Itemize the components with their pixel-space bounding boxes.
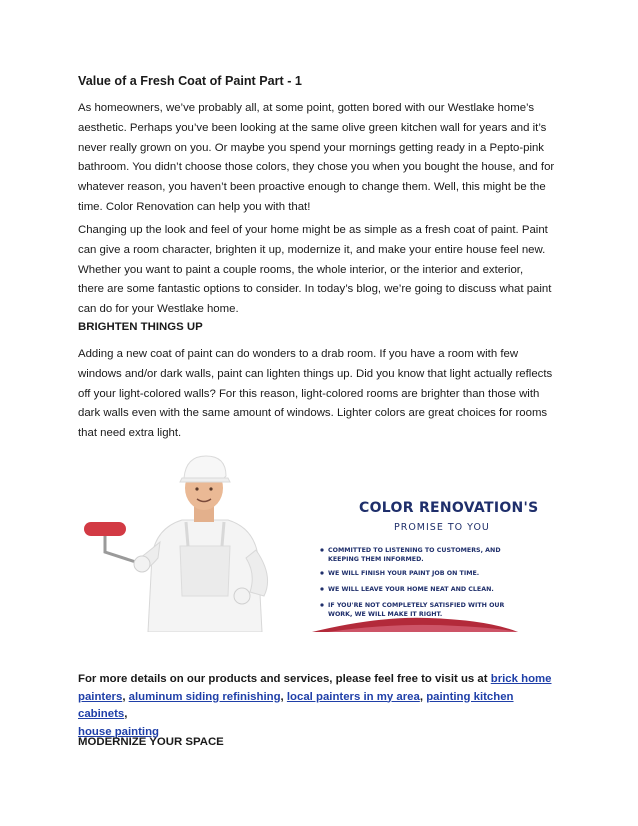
text-line: that need extra light. [78,427,182,440]
promo-item: KEEPING THEM INFORMED. [328,556,424,563]
text-line: never really grown on you. Or maybe you spend your mornings getting ready in a Pepto-pink [78,141,545,154]
promo-banner-image [78,446,566,632]
link-painting-kitchen-cabinets[interactable]: painting kitchen cabinets [78,690,514,720]
text-line: whatever reason, you haven’t been proactive enough to change them. Well, this might be the [78,181,546,194]
heading-brighten: BRIGHTEN THINGS UP [78,321,203,333]
paint-roller-icon [84,522,126,536]
brighten-paragraph [78,345,566,444]
intro-paragraph [78,99,566,218]
promo-subtitle: PROMISE TO YOU [394,522,490,533]
link-brick-home-painters[interactable]: brick home painters [78,673,552,703]
promo-item: COMMITTED TO LISTENING TO CUSTOMERS, AND [328,547,501,554]
bullet-icon [320,548,323,551]
promo-item: IF YOU'RE NOT COMPLETELY SATISFIED WITH OUR [328,602,505,609]
promo-banner-svg [78,446,566,632]
text-line: As homeowners, we’ve probably all, at some point, gotten bored with our Westlake home’s [78,102,535,114]
text-line: time. Color Renovation can help you with that! [78,200,311,213]
heading-modernize: MODERNIZE YOUR SPACE [78,736,224,748]
bullet-icon [320,587,323,590]
second-paragraph [78,221,566,320]
text-line: Changing up the look and feel of your home might be as simple as a fresh coat of paint. Paint [78,224,548,236]
text-line: Whether you want to paint a couple rooms, the whole interior, or the interior and exterior, [78,263,524,276]
bullet-icon [320,571,323,574]
text-line: off your light-colored walls? For this reason, light-colored rooms are brighter than those with [78,387,540,400]
promo-card [312,500,539,632]
link-house-painting[interactable]: house painting [78,725,159,738]
links-paragraph [78,671,566,741]
painter-illustration [84,456,268,632]
link-local-painters[interactable]: local painters in my area [286,690,420,703]
text-line: windows and/or dark walls, paint can lighten things up. Did you know that light actually reflects [78,367,553,380]
link-separator: , [419,690,427,703]
text-line: can give a room character, brighten it up, modernize it, and make your entire house feel new. [78,243,546,256]
promo-title: COLOR RENOVATION'S [359,500,539,516]
link-separator: , [280,690,287,703]
link-separator: , [122,690,129,703]
links-intro: For more details on our products and services, please feel free to visit us at [78,673,491,685]
article-title: Value of a Fresh Coat of Paint Part - 1 [78,74,302,88]
link-aluminum-siding-refinishing[interactable]: aluminum siding refinishing [128,690,281,703]
text-line: dark walls even with the same amount of windows. Lighter colors are great choices for rooms [78,407,548,420]
promo-item: WORK, WE WILL MAKE IT RIGHT. [328,611,443,618]
promo-item: WE WILL LEAVE YOUR HOME NEAT AND CLEAN. [328,586,494,593]
link-separator: , [124,708,128,720]
text-line: bathroom. You didn’t choose those colors, they chose you when you bought the house, and for [78,161,555,174]
text-line: aesthetic. Perhaps you’ve been looking at the same olive green kitchen wall for years and it’s [78,121,547,134]
promo-item: WE WILL FINISH YOUR PAINT JOB ON TIME. [328,570,480,577]
text-line: can do for your Westlake home. [78,303,239,316]
text-line: there are some fantastic options to consider. In today’s blog, we’re going to discuss what paint [78,283,552,296]
bullet-icon [320,603,323,606]
text-line: Adding a new coat of paint can do wonders to a drab room. If you have a room with few [78,348,519,360]
